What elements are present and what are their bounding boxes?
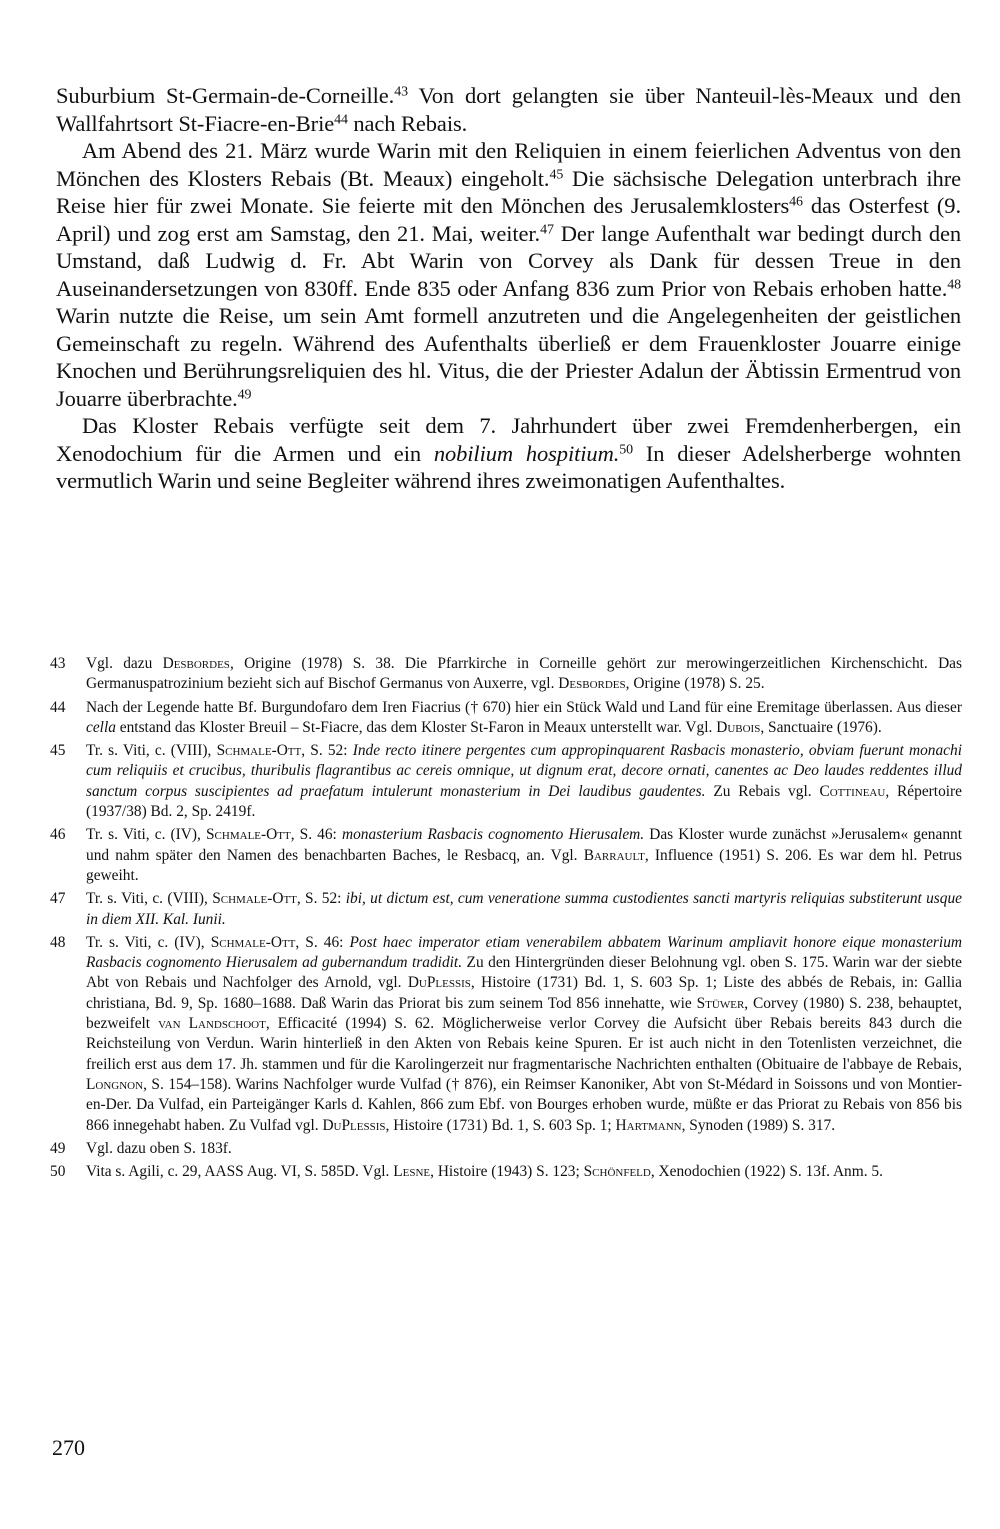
author-name: Schmale-Ott bbox=[212, 890, 297, 908]
footnote bbox=[50, 1162, 962, 1182]
footnote bbox=[50, 889, 962, 930]
text-run: das Osterfest (9. April) und zog erst am Samstag, den 21. Mai, weiter. bbox=[56, 193, 961, 246]
author-name: Stüwer bbox=[696, 994, 745, 1012]
text-run: Tr. s. Viti, c. (VIII), bbox=[86, 890, 213, 908]
footnote-marker: 48 bbox=[947, 276, 961, 292]
footnote-number: 45 bbox=[50, 742, 66, 760]
footnote-text bbox=[86, 1139, 962, 1159]
italic-text: ibi, ut dictum est, cum veneratione summa custodientes sancti martyris reliquias substiterunt usque in diem XII. Kal. Iunii. bbox=[86, 890, 963, 928]
page-number: 270 bbox=[52, 1435, 85, 1460]
text-run: , S. 46: bbox=[295, 933, 350, 951]
text-run: , S. 154–158). Warins Nachfolger wurde Vulfad († 876), ein Reimser Kanoniker, Abt von St-Médard in Soissons und von Montier-en-Der. Da Vulfad, ein Parteigänger Karls d. Kahlen, 866 zum Ebf. von Bourges erhoben wurde, müßte er das Priorat zu Rebais von 856 bis 866 innegehabt haben. Zu Vulfad vgl. bbox=[86, 1075, 962, 1134]
footnote-number: 48 bbox=[50, 933, 66, 951]
text-run: Tr. s. Viti, c. (IV), bbox=[86, 826, 206, 844]
text-run: Warin nutzte die Reise, um sein Amt formell anzutreten und die Angelegenheiten der geistlichen Gemeinschaft zu regeln. Während des Aufenthalts überließ er dem Frauenkloster Jouarre einige Knochen und Berührungsreliquien des hl. Vitus, die der Priester Adalun der Äbtissin Ermentrud von Jouarre überbrachte. bbox=[56, 303, 961, 411]
text-run: entstand das Kloster Breuil – St-Fiacre, das dem Kloster St-Faron in Meaux unterstellt war. Vgl. bbox=[115, 718, 717, 736]
text-run: , Synoden (1989) S. 317. bbox=[681, 1116, 836, 1134]
author-name: Schmale-Ott bbox=[216, 742, 302, 760]
footnote-text bbox=[86, 825, 962, 886]
text-run: Tr. s. Viti, c. (IV), bbox=[86, 933, 211, 951]
footnote-text bbox=[86, 1162, 962, 1182]
text-run: Nach der Legende hatte Bf. Burgundofaro dem Iren Fiacrius († 670) hier ein Stück Wald und Land für eine Eremitage überlassen. Aus dieser bbox=[86, 698, 962, 716]
text-run: Von dort gelangten sie über Nanteuil-lès-Meaux und den Wallfahrtsort St-Fiacre-en-Brie bbox=[56, 83, 961, 136]
text-run: , Histoire (1731) Bd. 1, S. 603 Sp. 1; Liste des abbés de Rebais, in: Gallia christiana, Bd. 9, Sp. 1680–1688. Daß Warin das Priorat bis zum seinem Tod 856 innehatte, wie bbox=[86, 974, 962, 1012]
footnote-number: 44 bbox=[50, 698, 66, 716]
text-run: , Répertoire (1937/38) Bd. 2, Sp. 2419f. bbox=[86, 782, 962, 821]
footnote-text bbox=[86, 933, 962, 1136]
footnote bbox=[50, 654, 962, 695]
author-name: van Landschoot bbox=[158, 1015, 266, 1033]
text-run: , Origine (1978) S. 25. bbox=[625, 675, 765, 693]
text-run: , Histoire (1731) Bd. 1, S. 603 Sp. 1; bbox=[385, 1116, 616, 1134]
text-run: Das Kloster wurde zunächst »Jerusalem« genannt und nahm später den Namen des benachbarten Baches, le Resbacq, an. Vgl. bbox=[86, 826, 962, 864]
author-name: Barrault bbox=[583, 846, 645, 864]
text-run: Vgl. dazu oben S. 183f. bbox=[86, 1139, 232, 1157]
footnote-number: 43 bbox=[50, 655, 66, 672]
footnote bbox=[50, 1139, 962, 1159]
text-run: Am Abend des 21. März wurde Warin mit den Reliquien in einem feierlichen Adventus von den Mönchen des Klosters Rebais (Bt. Meaux) eingeholt. bbox=[56, 138, 961, 191]
author-name: DuPlessis bbox=[407, 974, 471, 992]
footnote-text bbox=[86, 889, 962, 930]
footnote-marker: 45 bbox=[549, 166, 564, 182]
text-run: nach Rebais. bbox=[347, 110, 468, 136]
text-run: , S. 52: bbox=[296, 890, 346, 908]
text-run: Die sächsische Delegation unterbrach ihre Reise hier für zwei Monate. Sie feierte mit den Mönchen des Jerusalemklosters bbox=[56, 165, 961, 218]
paragraph bbox=[56, 82, 961, 137]
footnote-number: 50 bbox=[50, 1163, 66, 1181]
author-name: Hartmann bbox=[615, 1116, 682, 1134]
text-run: Vgl. dazu bbox=[86, 655, 163, 672]
footnote-text bbox=[86, 741, 962, 822]
author-name: Desbordes bbox=[162, 655, 230, 672]
footnote-number: 46 bbox=[50, 826, 66, 844]
text-run: Das Kloster Rebais verfügte seit dem 7. Jahrhundert über zwei Fremdenherbergen, ein Xenodochium für die Armen und ein bbox=[56, 413, 961, 466]
author-name: Cottineau bbox=[819, 782, 886, 800]
text-run: , Sanctuaire (1976). bbox=[760, 718, 882, 736]
author-name: Dubois bbox=[716, 718, 761, 736]
footnote-marker: 44 bbox=[334, 111, 348, 127]
footnote-marker: 50 bbox=[619, 441, 633, 457]
text-run: , Xenodochien (1922) S. 13f. Anm. 5. bbox=[650, 1163, 883, 1181]
main-text bbox=[56, 82, 961, 495]
italic-text: Inde recto itinere pergentes cum appropinquarent Rasbacis monasterio, obviam fuerunt monachi cum reliquiis et crucibus, thuribulis flagrantibus ac cereis omnique, ut dignum erat, decore ornati, canentes ac Deo laudes reddentes illud sanctum corpus suscipientes ad praefatum intulerunt monasterium in Dei laudibus gaudentes. bbox=[86, 742, 962, 800]
footnote-marker: 47 bbox=[540, 221, 554, 237]
text-run: , Efficacité (1994) S. 62. Möglicherweise verlor Corvey die Aufsicht über Rebais bereits 843 durch die Reichsteilung von Verdun. Warin hinterließ in den Akten von Rebais keine Spuren. Er ist auch nicht in den Totenlisten verzeichnet, die freilich erst aus dem 17. Jh. stammen und für die Karolingerzeit nur fragmentarische Nachrichten enthalten (Obituaire de l'abbaye de Rebais, bbox=[86, 1015, 962, 1073]
italic-text: cella bbox=[86, 718, 116, 736]
text-run: , Influence (1951) S. 206. Es war dem hl. Petrus geweiht. bbox=[86, 846, 962, 884]
italic-text: nobilium hospitium. bbox=[433, 440, 620, 466]
text-run: Zu den Hintergründen dieser Belohnung vgl. oben S. 175. Warin war der siebte Abt von Rebais und Nachfolger des Arnold, vgl. bbox=[86, 954, 962, 992]
author-name: Schönfeld bbox=[583, 1163, 651, 1181]
footnote-number: 47 bbox=[50, 890, 66, 908]
text-run: , Corvey (1980) S. 238, behauptet, bezweifelt bbox=[86, 994, 962, 1033]
text-run: , S. 46: bbox=[290, 826, 342, 844]
text-run: Vita s. Agili, c. 29, AASS Aug. VI, S. 585D. Vgl. bbox=[86, 1163, 394, 1181]
author-name: Schmale-Ott bbox=[206, 826, 291, 844]
text-run: , S. 52: bbox=[301, 742, 353, 760]
author-name: Desbordes bbox=[558, 675, 626, 693]
author-name: Longnon bbox=[86, 1075, 144, 1093]
text-run: Der lange Aufenthalt war bedingt durch den Umstand, daß Ludwig d. Fr. Abt Warin von Corvey als Dank für dessen Treue in den Auseinandersetzungen von 830ff. Ende 835 oder Anfang 836 zum Prior von Rebais erhoben hatte. bbox=[56, 220, 962, 301]
author-name: Schmale-Ott bbox=[210, 933, 296, 951]
paragraph bbox=[56, 412, 961, 495]
text-run: , Origine (1978) S. 38. Die Pfarrkirche in Corneille gehört zur merowingerzeitlichen Kirchenschicht. Das Germanuspatrozinium bezieht sich auf Bischof Germanus von Auxerre, vgl. bbox=[86, 655, 963, 693]
footnote-text bbox=[86, 698, 962, 739]
author-name: DuPlessis bbox=[322, 1116, 386, 1134]
italic-text: monasterium Rasbacis cognomento Hierusalem. bbox=[341, 826, 645, 844]
paragraph bbox=[56, 137, 961, 412]
footnotes bbox=[50, 654, 962, 1185]
author-name: Lesne bbox=[393, 1163, 431, 1181]
text-run: , Histoire (1943) S. 123; bbox=[430, 1163, 584, 1181]
footnote bbox=[50, 698, 962, 739]
text-run: Tr. s. Viti, c. (VIII), bbox=[86, 742, 217, 760]
footnote bbox=[50, 933, 962, 1136]
footnote-marker: 49 bbox=[237, 386, 252, 402]
footnote bbox=[50, 741, 962, 822]
text-run: Suburbium St-Germain-de-Corneille. bbox=[56, 83, 395, 108]
text-run: In dieser Adelsherberge wohnten vermutlich Warin und seine Begleiter während ihres zweimonatigen Aufenthaltes. bbox=[56, 440, 961, 493]
footnote-marker: 46 bbox=[789, 194, 803, 210]
footnote-number: 49 bbox=[50, 1139, 66, 1157]
text-run: Zu Rebais vgl. bbox=[705, 782, 820, 800]
footnote-marker: 43 bbox=[394, 84, 408, 100]
footnote bbox=[50, 825, 962, 886]
footnote-text bbox=[86, 654, 962, 695]
italic-text: Post haec imperator etiam venerabilem abbatem Warinum ampliavit honore eique monasterium Rasbacis cognomento Hierusalem ad gubernandum tradidit. bbox=[86, 933, 962, 972]
